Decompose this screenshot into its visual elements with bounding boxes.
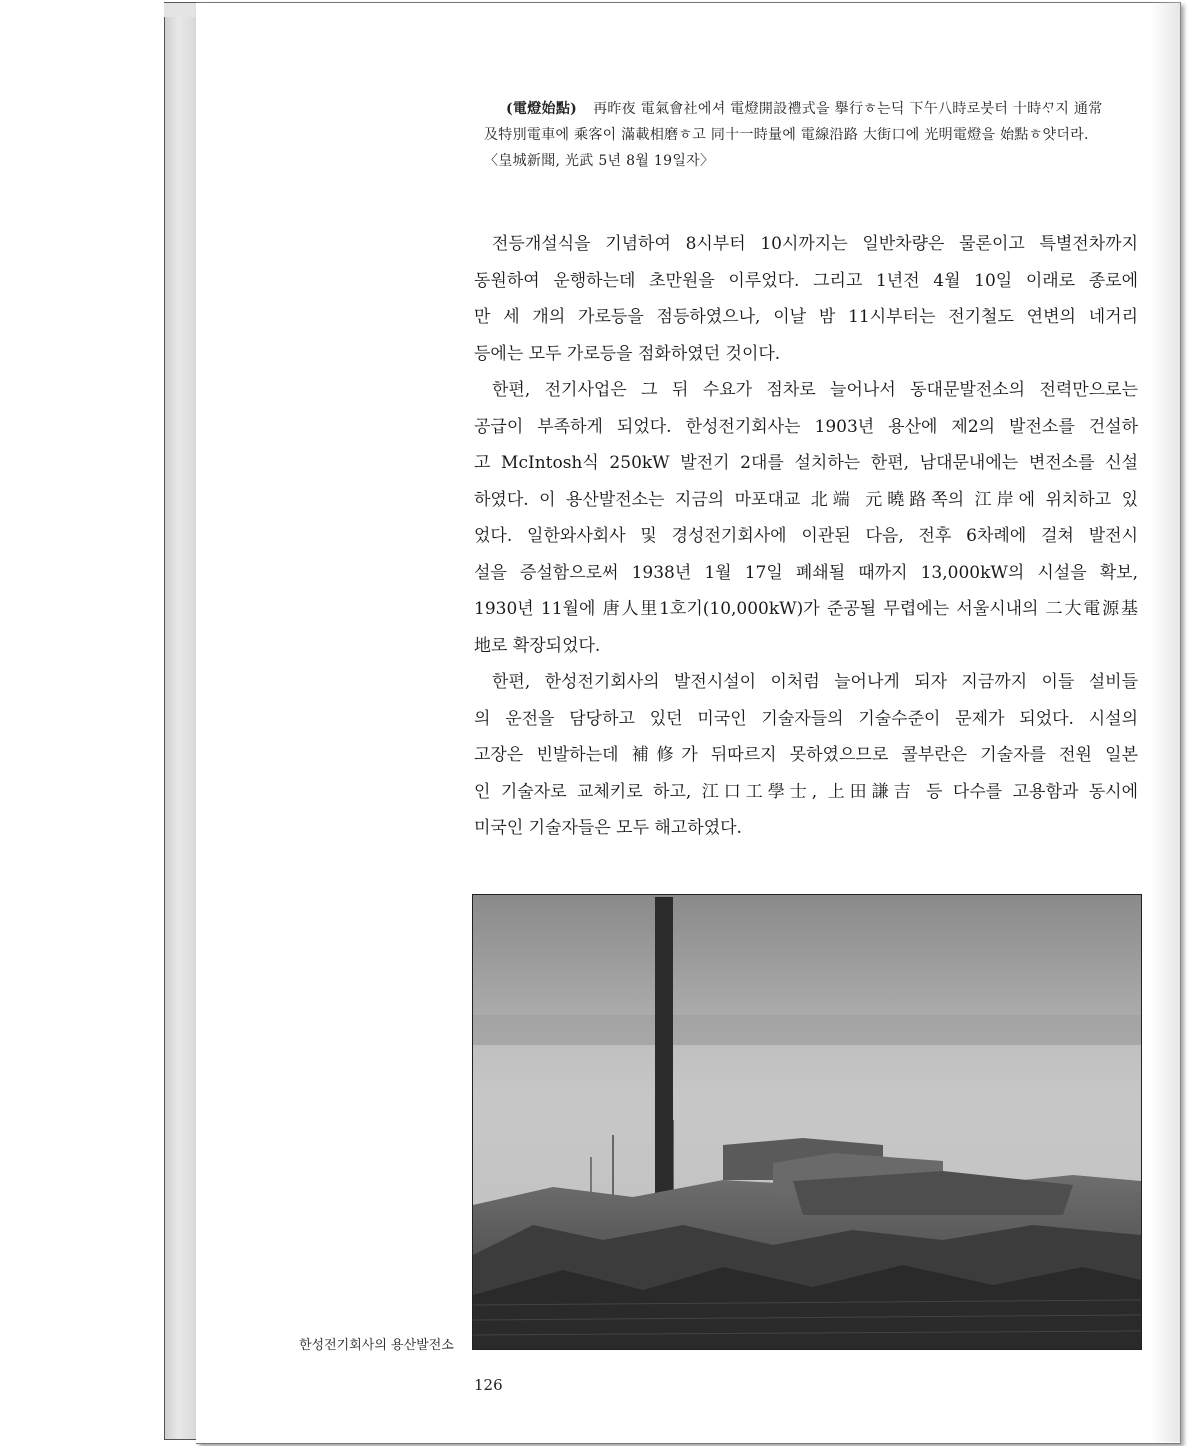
body-line: 고장은 빈발하는데 補修가 뒤따르지 못하였으므로 콜부란은 기술자를 전원 일본: [474, 745, 1138, 765]
body-line: 설을 증설함으로써 1938년 1월 17일 폐쇄될 때까지 13,000kW의 시설을 확보,: [474, 562, 1138, 583]
page-number: 126: [474, 1376, 503, 1394]
body-line: 地로 확장되었다.: [474, 635, 601, 656]
body-line: 공급이 부족하게 되었다. 한성전기회사는 1903년 용산에 제2의 발전소를 건설하: [474, 416, 1138, 437]
historical-quote: [484, 96, 1144, 174]
power-plant-photo-drawing: [473, 895, 1141, 1349]
body-line: 전등개설식을 기념하여 8시부터 10시까지는 일반차량은 물론이고 특별전차까지: [492, 234, 1138, 254]
body-line: 하였다. 이 용산발전소는 지금의 마포대교 北端 元曉路쪽의 江岸에 위치하고 있: [474, 489, 1138, 510]
power-plant-photo: [472, 894, 1142, 1350]
quote-line-2: 及特別電車에 乘客이 滿載相磨ㅎ고 同十一時量에 電線沿路 大街口에 光明電燈을 始點ㅎ얏더라.: [484, 127, 1089, 143]
quote-line-1: (電燈始點) 再昨夜 電氣會社에셔 電燈開設禮式을 擧行ㅎ는딕 下午八時로붓터 十時ᄭᆞ지 通常: [506, 101, 1103, 117]
book-spine-top: [164, 2, 198, 17]
body-line: 등에는 모두 가로등을 점화하였던 것이다.: [474, 343, 781, 364]
body-line: 의 운전을 담당하고 있던 미국인 기술자들의 기술수준이 문제가 되었다. 시설의: [474, 708, 1138, 729]
body-line: 었다. 일한와사회사 및 경성전기회사에 이관된 다음, 전후 6차례에 걸쳐 발전시: [474, 526, 1138, 546]
body-line: 고 McIntosh식 250kW 발전기 2대를 설치하는 한편, 남대문내에는 변전소를 신설: [474, 453, 1138, 473]
body-line: 인 기술자로 교체키로 하고, 江口工學士, 上田謙吉 등 다수를 고용함과 동시에: [474, 781, 1138, 802]
body-line: 동원하여 운행하는데 초만원을 이루었다. 그리고 1년전 4월 10일 이래로 종로에: [474, 270, 1138, 291]
body-line: 한편, 한성전기회사의 발전시설이 이처럼 늘어나게 되자 지금까지 이들 설비들: [492, 672, 1138, 692]
body-text: [474, 226, 1138, 847]
book-spine: [164, 6, 200, 1440]
body-line: 1930년 11월에 唐人里1호기(10,000kW)가 준공될 무렵에는 서울시내의 二大電源基: [474, 599, 1138, 619]
quote-source: 〈皇城新聞, 光武 5년 8월 19일자〉: [484, 153, 715, 169]
photo-caption: 한성전기회사의 용산발전소: [299, 1338, 454, 1353]
quote-tag: (電燈始點): [506, 101, 578, 117]
body-line: 한편, 전기사업은 그 뒤 수요가 점차로 늘어나서 동대문발전소의 전력만으로는: [492, 380, 1138, 400]
page-edge-shadow: [1150, 2, 1180, 1442]
body-line: 미국인 기술자들은 모두 해고하였다.: [474, 818, 742, 838]
body-line: 만 세 개의 가로등을 점등하였으나, 이날 밤 11시부터는 전기철도 연변의 네거리: [474, 307, 1138, 327]
